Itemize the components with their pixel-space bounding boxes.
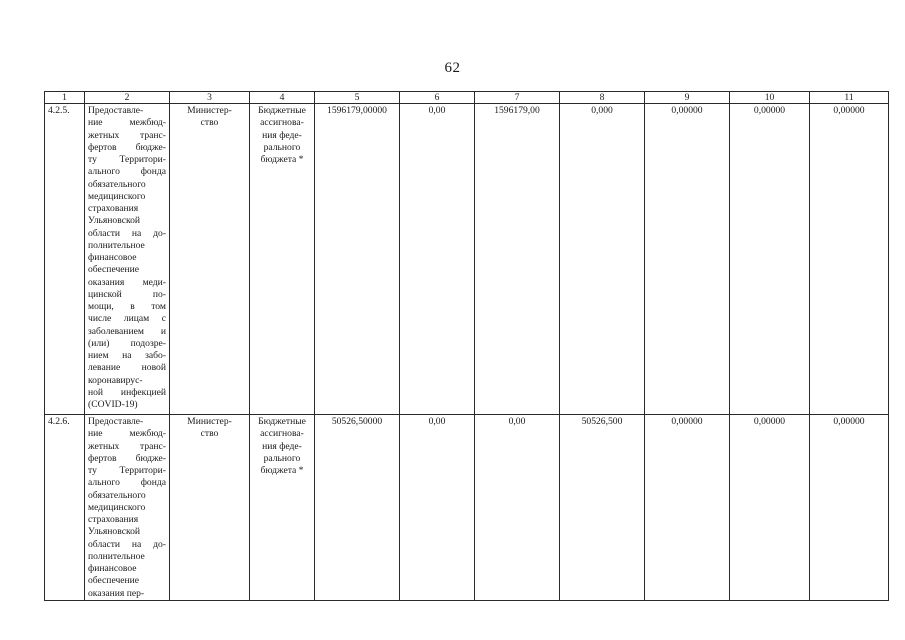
- header-row: [45, 92, 889, 104]
- cell-line: ние межбюд-: [88, 117, 166, 129]
- cell-line: Ульяновской: [88, 215, 141, 227]
- cell-line: коронавирус-: [88, 374, 143, 386]
- cell-line: рального: [263, 141, 301, 153]
- cell-line: Предоставле-: [88, 105, 144, 116]
- value-cell: 0,00000: [810, 415, 889, 601]
- table-row: [45, 415, 889, 601]
- row-id-cell: 4.2.6.: [45, 415, 85, 601]
- value-cell: 0,00000: [730, 104, 810, 415]
- cell-line: финансовое: [88, 252, 137, 263]
- budget-table: [44, 91, 889, 601]
- header-cell-7: 7: [475, 92, 560, 104]
- table-header: [45, 92, 889, 104]
- cell-line: числе лицам с: [88, 313, 166, 325]
- cell-line: ального фонда: [88, 477, 166, 489]
- cell-line: Предоставле-: [88, 416, 144, 427]
- value-cell: 0,000: [560, 104, 645, 415]
- cell-line: Министер-: [187, 105, 232, 116]
- value-cell: 50526,50000: [315, 415, 400, 601]
- cell-line: полнительное: [88, 239, 145, 251]
- cell-line: ство: [200, 117, 219, 129]
- cell-line: бюджета *: [260, 154, 304, 165]
- cell-line: Ульяновской: [88, 526, 141, 538]
- cell-line: ния феде-: [262, 440, 302, 452]
- cell-line: страхования: [88, 514, 139, 525]
- page-number: 62: [444, 60, 461, 76]
- cell-line: оказания меди-: [88, 276, 166, 288]
- executor-cell: [170, 415, 250, 601]
- value-cell: 0,00: [475, 415, 560, 601]
- cell-line: ассигнова-: [260, 428, 304, 440]
- header-cell-3: 3: [170, 92, 250, 104]
- cell-line: фертов бюдже-: [88, 452, 166, 464]
- cell-line: ту Территори-: [88, 154, 166, 165]
- cell-line: (COVID-19): [88, 399, 138, 410]
- cell-line: Бюджетные: [258, 105, 306, 116]
- value-cell: 0,00: [400, 104, 475, 415]
- cell-line: медицинского: [88, 190, 146, 202]
- value-cell: 0,00000: [645, 104, 730, 415]
- cell-line: Министер-: [187, 416, 232, 427]
- value-cell: 0,00: [400, 415, 475, 601]
- header-cell-8: 8: [560, 92, 645, 104]
- executor-cell: [170, 104, 250, 415]
- header-cell-2: 2: [85, 92, 170, 104]
- cell-line: ной инфекцией: [88, 386, 166, 398]
- header-cell-10: 10: [730, 92, 810, 104]
- description-cell: [85, 415, 170, 601]
- table-body: [45, 104, 889, 601]
- cell-line: области на до-: [88, 227, 166, 239]
- header-cell-1: 1: [45, 92, 85, 104]
- cell-line: финансовое: [88, 563, 137, 574]
- funding-source-cell: [250, 104, 315, 415]
- row-id-cell: 4.2.5.: [45, 104, 85, 415]
- cell-line: обязательного: [88, 178, 146, 190]
- header-cell-4: 4: [250, 92, 315, 104]
- cell-line: ассигнова-: [260, 117, 304, 129]
- header-cell-9: 9: [645, 92, 730, 104]
- value-cell: 0,00000: [810, 104, 889, 415]
- cell-line: левание новой: [88, 362, 166, 374]
- header-cell-5: 5: [315, 92, 400, 104]
- cell-line: фертов бюдже-: [88, 141, 166, 153]
- cell-line: бюджета *: [260, 465, 304, 476]
- description-cell: [85, 104, 170, 415]
- funding-source-cell: [250, 415, 315, 601]
- cell-line: (или) подозре-: [88, 337, 166, 349]
- cell-line: оказания пер-: [88, 587, 145, 599]
- cell-line: ту Территори-: [88, 465, 166, 476]
- cell-line: медицинского: [88, 501, 146, 513]
- cell-line: нием на забо-: [88, 350, 166, 361]
- cell-line: жетных транс-: [88, 440, 166, 452]
- cell-line: мощи, в том: [88, 301, 166, 312]
- cell-line: рального: [263, 452, 301, 464]
- value-cell: 0,00000: [645, 415, 730, 601]
- value-cell: 1596179,00: [475, 104, 560, 415]
- cell-line: заболеванием и: [88, 325, 166, 337]
- value-cell: 0,00000: [730, 415, 810, 601]
- cell-line: страхования: [88, 203, 139, 214]
- cell-line: ство: [200, 428, 219, 440]
- header-cell-6: 6: [400, 92, 475, 104]
- cell-line: обеспечение: [88, 575, 140, 587]
- cell-line: обеспечение: [88, 264, 140, 276]
- header-cell-11: 11: [810, 92, 889, 104]
- cell-line: цинской по-: [88, 288, 166, 300]
- cell-line: ния феде-: [262, 129, 302, 141]
- value-cell: 1596179,00000: [315, 104, 400, 415]
- cell-line: жетных транс-: [88, 129, 166, 141]
- cell-line: области на до-: [88, 538, 166, 550]
- cell-line: ального фонда: [88, 166, 166, 178]
- cell-line: Бюджетные: [258, 416, 306, 427]
- cell-line: ние межбюд-: [88, 428, 166, 440]
- cell-line: обязательного: [88, 489, 146, 501]
- cell-line: полнительное: [88, 550, 145, 562]
- table-row: [45, 104, 889, 415]
- value-cell: 50526,500: [560, 415, 645, 601]
